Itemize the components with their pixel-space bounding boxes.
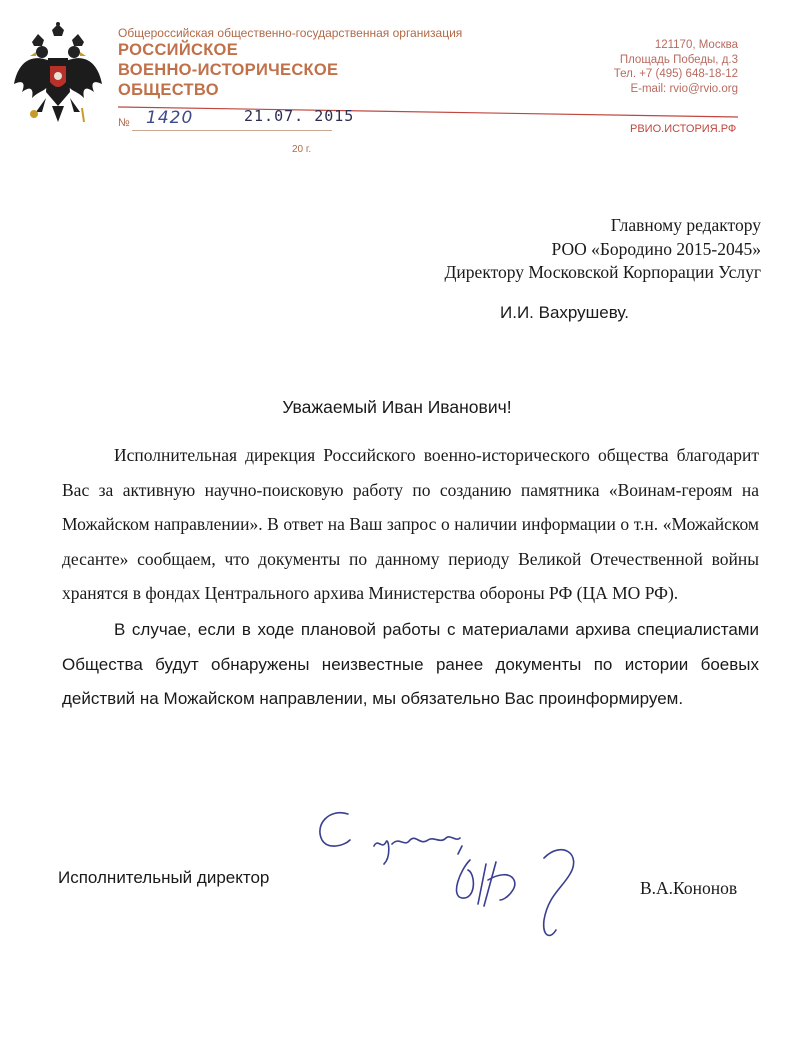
org-name-line: ОБЩЕСТВО — [118, 81, 219, 99]
signatory-role: Исполнительный директор — [58, 868, 270, 887]
registration-date: 21.07. 2015 — [244, 107, 355, 125]
org-name-line: РОССИЙСКОЕ — [118, 41, 238, 59]
org-subtitle: Общероссийская общественно-государственная организация — [118, 26, 463, 40]
addressee-line: Директору Московской Корпорации Услуг — [444, 262, 761, 282]
contact-email: E-mail: rvio@rvio.org — [630, 82, 738, 95]
number-line — [132, 130, 332, 131]
contact-street: Площадь Победы, д.3 — [619, 53, 738, 66]
body-paragraph: Исполнительная дирекция Российского военно-исторического общества благодарит Вас за активную научно-поисковую работу по созданию памятника «Воинам-героям на Можайском направлении». В ответ на Ваш запрос о наличии информации о т.н. «Можайском десанте» сообщаем, что документы по данному периоду Великой Отечественной войны хранятся в фондах Центрального архива Министерства обороны РФ (ЦА МО РФ). — [62, 445, 759, 604]
addressee-line: РОО «Бородино 2015-2045» — [551, 238, 761, 259]
salutation: Уважаемый Иван Иванович! — [282, 397, 512, 417]
org-name-line: ВОЕННО-ИСТОРИЧЕСКОЕ — [118, 61, 339, 79]
signatory-name: В.А.Кононов — [640, 878, 738, 898]
letter-body — [62, 438, 759, 717]
addressee-name: И.И. Вахрушеву. — [500, 303, 629, 322]
registration-number: 1420 — [146, 108, 194, 128]
contact-address: 121170, Москва — [654, 39, 738, 51]
handwritten-signature — [300, 800, 600, 950]
addressee-line: Главному редактору — [610, 215, 761, 235]
year-label: 20 г. — [292, 144, 312, 155]
contact-phone: Тел. +7 (495) 648-18-12 — [613, 68, 738, 80]
number-label: № — [118, 117, 130, 129]
addressee-block — [445, 214, 762, 285]
website: РВИО.ИСТОРИЯ.РФ — [630, 123, 737, 135]
body-paragraph: В случае, если в ходе плановой работы с материалами архива специалистами Общества будут обнаружены неизвестные ранее документы по истории боевых действий на Можайском направлении, мы обязательно Вас проинформируем. — [62, 619, 759, 709]
